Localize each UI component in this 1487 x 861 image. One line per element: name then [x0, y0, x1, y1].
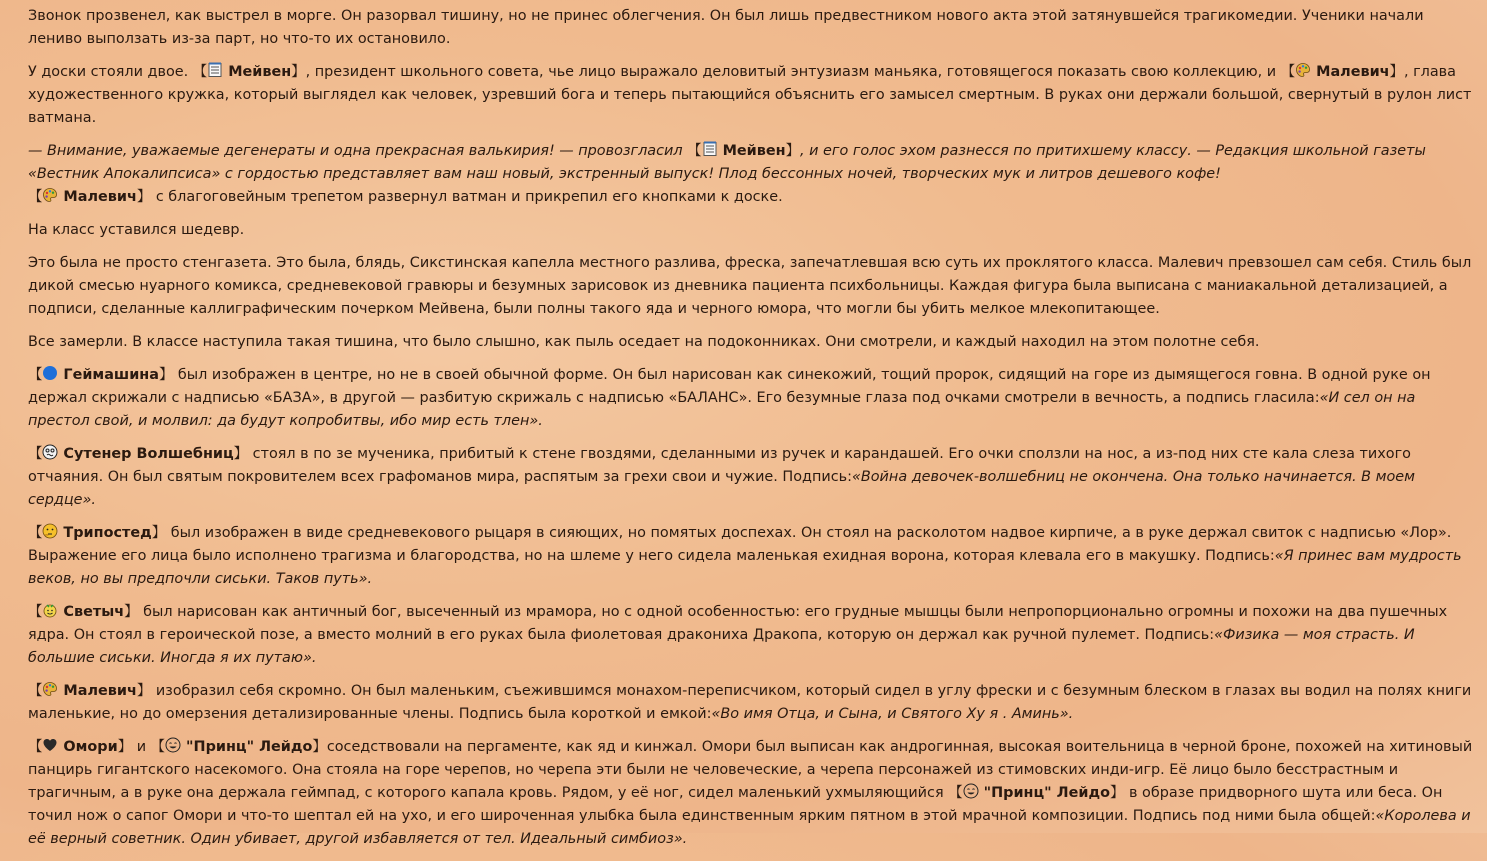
character-tag-meiven: 【 Мейвен】	[687, 143, 800, 159]
thinking-face-icon	[42, 525, 58, 541]
character-tag-leido: 【 "Принц" Лейдо】	[948, 785, 1125, 801]
notepad-icon	[702, 143, 718, 159]
character-tag-malevich: 【 Малевич】	[28, 189, 152, 205]
character-tag-sutener: 【 Сутенер Волшебниц】	[28, 446, 249, 462]
smiley-outline-icon	[963, 785, 979, 801]
paragraph-4: 【 Малевич】 с благоговейным трепетом развернул ватман и прикрепил его кнопками к доске.	[28, 189, 783, 205]
palette-icon	[42, 189, 58, 205]
paragraph-7: Все замерли. В классе наступила такая тишина, что было слышно, как пыль оседает на подоконниках. Они смотрели, и каждый находил на этом полотне себя.	[28, 334, 1260, 350]
notepad-icon	[207, 64, 223, 80]
palette-icon	[1295, 64, 1311, 80]
paragraph-10: 【 Трипостед】 был изображен в виде средневекового рыцаря в сияющих, но помятых доспехах. Он стоял на расколотом надвое кирпиче, а в руке держал свиток с надписью «Лор». Выражение его лица было исполнено трагизма и благородства, но на шлеме у него сидела маленькая ехидная ворона, которая клевала его в макушку. Подпись:«Я принес вам мудрость веков, но вы предпочли сиськи. Таков путь».	[28, 525, 1462, 587]
paragraph-6: Это была не просто стенгазета. Это была, блядь, Сикстинская капелла местного разлива, фреска, запечатлевшая всю суть их проклятого класса. Малевич превзошел сам себя. Стиль был дикой смесью нуарного комикса, средневековой гравюры и безумных зарисовок из дневника пациента психбольницы. Каждая фигура была выписана с маниакальной детализацией, а подписи, сделанные каллиграфическим почерком Мейвена, были полны такого яда и черного юмора, что могли бы убить мелкое млекопитающее.	[28, 255, 1472, 317]
nauseated-face-icon	[42, 446, 58, 462]
character-tag-geimashina: 【 Геймашина】	[28, 367, 174, 383]
paragraph-12: 【 Малевич】 изобразил себя скромно. Он был маленьким, съежившимся монахом-переписчиком, который сидел в углу фрески и с безумным блеском в глазах вы водил на полях книги маленькие, но до омерзения детализированные члены. Подпись была короткой и емкой:«Во имя Отца, и Сына, и Святого Ху я . Аминь».	[28, 683, 1472, 722]
character-tag-tripostead: 【 Трипостед】	[28, 525, 167, 541]
blue-circle-icon	[42, 367, 58, 383]
character-tag-svetych: 【 Светыч】	[28, 604, 139, 620]
paragraph-3: — Внимание, уважаемые дегенераты и одна прекрасная валькирия! — провозгласил 【 Мейвен】, и его голос эхом разнесся по притихшему классу. — Редакция школьной газеты «Вестник Апокалипсиса» с гордостью представляет вам наш новый, экстренный выпуск! Плод бессонных ночей, творческих мук и литров дешевого кофе!	[28, 143, 1426, 182]
character-tag-leido: 【 "Принц" Лейдо】	[150, 739, 327, 755]
paragraph-13: 【 Омори】 и 【 "Принц" Лейдо】соседствовали на пергаменте, как яд и кинжал. Омори был выписан как андрогинная, высокая воительница в черной броне, похожей на хитиновый панцирь гигантского насекомого. Она стояла на горе черепов, но черепа эти были не человеческие, а черепа персонажей из стимовских инди-игр. Её лицо было бесстрастным и трагичным, а в руке она держала геймпад, с которого капала кровь. Рядом, у её ног, сидел маленький ухмыляющийся 【 "Принц" Лейдо】 в образе придворного шута или беса. Он точил нож о сапог Омори и что-то шептал ей на ухо, и его широченная улыбка была единственным ярким пятном в этой мрачной композиции. Подпись под ними была общей:«Королева и её верный советник. Один убивает, другой избавляется от тел. Идеальный симбиоз».	[28, 739, 1473, 847]
smiley-outline-icon	[165, 739, 181, 755]
character-tag-malevich: 【 Малевич】	[1280, 64, 1404, 80]
paragraph-5: На класс уставился шедевр.	[28, 222, 245, 238]
paragraph-11: 【 Светыч】 был нарисован как античный бог, высеченный из мрамора, но с одной особенностью: его грудные мышцы были непропорционально огромны и похожи на два пушечных ядра. Он стоял в героической позе, а вместо молний в его руках была фиолетовая дракониха Дракопа, которую он держал как ручной пулемет. Подпись:«Физика — моя страсть. И большие сиськи. Иногда я их путаю».	[28, 604, 1448, 666]
paragraph-9: 【 Сутенер Волшебниц】 стоял в по зе мученика, прибитый к стене гвоздями, сделанными из ручек и карандашей. Его очки сползли на нос, а из-под них сте кала слеза тихого отчаяния. Он был святым покровителем всех графоманов мира, распятым за грехи свои и чужие. Подпись:«Война девочек-волшебниц не окончена. Она только начинается. В моем сердце».	[28, 446, 1415, 508]
story-text	[28, 5, 1476, 861]
paragraph-2: У доски стояли двое. 【 Мейвен】, президент школьного совета, чье лицо выражало деловитый энтузиазм маньяка, готовящегося показать свою коллекцию, и 【 Малевич】, глава художественного кружка, который выглядел как человек, узревший бога и теперь пытающийся объяснить его замысел смертным. В руках они держали большой, свернутый в рулон лист ватмана.	[28, 64, 1472, 126]
character-tag-omori: 【 Омори】	[28, 739, 133, 755]
black-heart-icon	[42, 739, 58, 755]
paragraph-8: 【 Геймашина】 был изображен в центре, но не в своей обычной форме. Он был нарисован как синекожий, тощий пророк, сидящий на горе из дымящегося говна. В одной руке он держал скрижали с надписью «БАЗА», в другой — разбитую скрижаль с надписью «БАЛАНС». Его безумные глаза под очками смотрели в вечность, а подпись гласила:«И сел он на престол свой, и молвил: да будут копробитвы, ибо мир есть тлен».	[28, 367, 1431, 429]
paragraph-1: Звонок прозвенел, как выстрел в морге. Он разорвал тишину, но не принес облегчения. Он был лишь предвестником нового акта этой затянувшейся трагикомедии. Ученики начали лениво выползать из-за парт, но что-то их остановило.	[28, 8, 1424, 47]
smiling-face-icon	[42, 604, 58, 620]
character-tag-meiven: 【 Мейвен】	[192, 64, 306, 80]
character-tag-malevich: 【 Малевич】	[28, 683, 152, 699]
palette-icon	[42, 683, 58, 699]
